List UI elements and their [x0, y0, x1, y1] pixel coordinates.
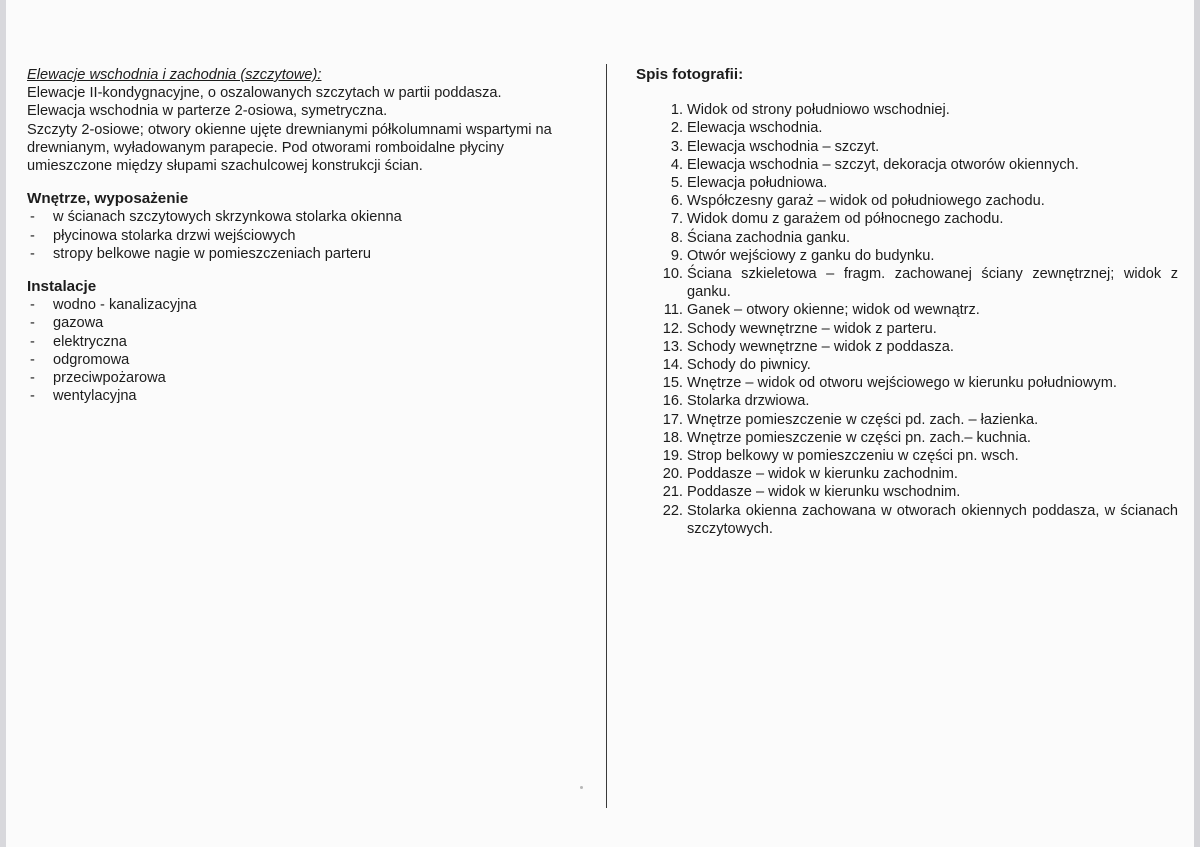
photo-number: 1.: [670, 102, 683, 119]
photo-caption: Elewacja południowa.: [687, 175, 828, 192]
photo-list-item: [628, 192, 1178, 210]
photo-number: 3.: [670, 138, 683, 155]
dash-marker: -: [30, 297, 35, 314]
interior-list: [27, 208, 587, 263]
photo-number: 21.: [662, 484, 683, 501]
dash-marker: -: [30, 315, 35, 332]
elevation-section-title: Elewacje wschodnia i zachodnia (szczytowe):: [27, 67, 322, 83]
column-divider: [606, 64, 607, 808]
photo-list-item: [628, 392, 1178, 410]
installations-heading: Instalacje: [27, 278, 97, 296]
photo-caption: Widok domu z garażem od północnego zachodu.: [687, 211, 1004, 228]
interior-item: [27, 245, 587, 263]
photo-number: 19.: [662, 448, 683, 465]
photo-caption: Poddasze – widok w kierunku wschodnim.: [687, 484, 961, 501]
photo-list-item: [628, 138, 1178, 156]
installation-item-text: odgromowa: [53, 351, 130, 368]
photo-caption: Wnętrze pomieszczenie w części pn. zach.– kuchnia.: [687, 429, 1031, 446]
interior-item-text: stropy belkowe nagie w pomieszczeniach parteru: [53, 245, 371, 262]
photo-list-heading: Spis fotografii:: [636, 66, 744, 83]
installation-item-text: gazowa: [53, 315, 104, 332]
photo-caption: Schody wewnętrzne – widok z parteru.: [687, 320, 937, 337]
photo-number: 10.: [662, 266, 683, 283]
dash-marker: -: [30, 209, 35, 226]
installation-item: [27, 351, 587, 369]
photo-caption: Elewacja wschodnia – szczyt.: [687, 138, 880, 155]
installations-list: [27, 296, 587, 405]
photo-caption: Schody do piwnicy.: [687, 357, 811, 374]
photo-number: 13.: [662, 338, 683, 355]
installation-item-text: wentylacyjna: [53, 388, 137, 405]
photo-number: 12.: [662, 320, 683, 337]
photo-caption: Wnętrze pomieszczenie w części pd. zach. – łazienka.: [687, 411, 1039, 428]
interior-heading: Wnętrze, wyposażenie: [27, 190, 189, 208]
elevation-line-1: Elewacje II-kondygnacyjne, o oszalowanych szczytach w partii poddasza.: [27, 85, 502, 102]
document-sheet: [6, 0, 1194, 847]
photo-list-item: [628, 502, 1178, 538]
photo-number: 2.: [670, 120, 683, 137]
photo-list: [628, 101, 1178, 538]
dash-marker: -: [30, 333, 35, 350]
photo-caption: Schody wewnętrzne – widok z poddasza.: [687, 338, 954, 355]
photo-caption: Widok od strony południowo wschodniej.: [687, 102, 950, 119]
photo-caption: Stolarka drzwiowa.: [687, 393, 810, 410]
photo-list-item: [628, 465, 1178, 483]
dash-marker: -: [30, 227, 35, 244]
photo-list-item: [628, 229, 1178, 247]
photo-list-item: [628, 101, 1178, 119]
installation-item-text: elektryczna: [53, 333, 127, 350]
photo-number: 6.: [670, 193, 683, 210]
scan-speck: [580, 786, 583, 789]
photo-caption: Współczesny garaż – widok od południowego zachodu.: [687, 193, 1045, 210]
photo-caption: Ściana zachodnia ganku.: [687, 229, 851, 246]
photo-number: 16.: [662, 393, 683, 410]
photo-list-item: [628, 247, 1178, 265]
elevation-line-2: Elewacja wschodnia w parterze 2-osiowa, symetryczna.: [27, 103, 388, 120]
installation-item-text: przeciwpożarowa: [53, 370, 166, 387]
photo-number: 20.: [662, 466, 683, 483]
dash-marker: -: [30, 351, 35, 368]
photo-number: 11.: [663, 302, 683, 319]
photo-number: 17.: [662, 411, 683, 428]
photo-list-item: [628, 265, 1178, 301]
installation-item: [27, 333, 587, 351]
scan-right-edge: [1194, 0, 1200, 847]
photo-number: 4.: [670, 156, 683, 173]
photo-list-item: [628, 119, 1178, 137]
dash-marker: -: [30, 245, 35, 262]
photo-number: 7.: [670, 211, 683, 228]
photo-list-item: [628, 301, 1178, 319]
photo-number: 22.: [662, 502, 683, 519]
installation-item-text: wodno - kanalizacyjna: [53, 297, 197, 314]
photo-caption: Stolarka okienna zachowana w otworach okiennych poddasza, w ścianach szczytowych.: [687, 502, 1178, 537]
photo-caption: Otwór wejściowy z ganku do budynku.: [687, 247, 935, 264]
photo-caption: Ściana szkieletowa – fragm. zachowanej ściany zewnętrznej; widok z ganku.: [687, 266, 1178, 301]
left-column: [27, 66, 587, 405]
photo-list-item: [628, 320, 1178, 338]
photo-number: 9.: [670, 247, 683, 264]
installation-item: [27, 296, 587, 314]
elevation-line-3: Szczyty 2-osiowe; otwory okienne ujęte drewnianymi półkolumnami wspartymi na drewnianym, wyładowanym parapecie. Pod otworami romboidalne płyciny umieszczone między słupami szachulcowej konstrukcji ścian.: [27, 121, 552, 175]
interior-item-text: płycinowa stolarka drzwi wejściowych: [53, 227, 296, 244]
photo-caption: Elewacja wschodnia.: [687, 120, 823, 137]
photo-list-item: [628, 338, 1178, 356]
dash-marker: -: [30, 388, 35, 405]
photo-caption: Poddasze – widok w kierunku zachodnim.: [687, 466, 958, 483]
photo-list-item: [628, 411, 1178, 429]
photo-caption: Strop belkowy w pomieszczeniu w części pn. wsch.: [687, 448, 1019, 465]
photo-list-item: [628, 447, 1178, 465]
installation-item: [27, 369, 587, 387]
photo-list-item: [628, 356, 1178, 374]
photo-caption: Wnętrze – widok od otworu wejściowego w kierunku południowym.: [687, 375, 1117, 392]
photo-number: 14.: [662, 357, 683, 374]
photo-list-item: [628, 429, 1178, 447]
photo-list-item: [628, 374, 1178, 392]
interior-item: [27, 227, 587, 245]
dash-marker: -: [30, 370, 35, 387]
photo-list-item: [628, 483, 1178, 501]
installation-item: [27, 314, 587, 332]
right-column: [628, 66, 1178, 538]
photo-list-item: [628, 156, 1178, 174]
photo-number: 8.: [670, 229, 683, 246]
installation-item: [27, 387, 587, 405]
photo-caption: Elewacja wschodnia – szczyt, dekoracja otworów okiennych.: [687, 156, 1079, 173]
photo-list-item: [628, 210, 1178, 228]
photo-caption: Ganek – otwory okienne; widok od wewnątrz.: [687, 302, 980, 319]
photo-number: 18.: [662, 429, 683, 446]
photo-list-item: [628, 174, 1178, 192]
interior-item-text: w ścianach szczytowych skrzynkowa stolarka okienna: [53, 209, 402, 226]
interior-item: [27, 208, 587, 226]
photo-number: 15.: [662, 375, 683, 392]
photo-number: 5.: [670, 175, 683, 192]
